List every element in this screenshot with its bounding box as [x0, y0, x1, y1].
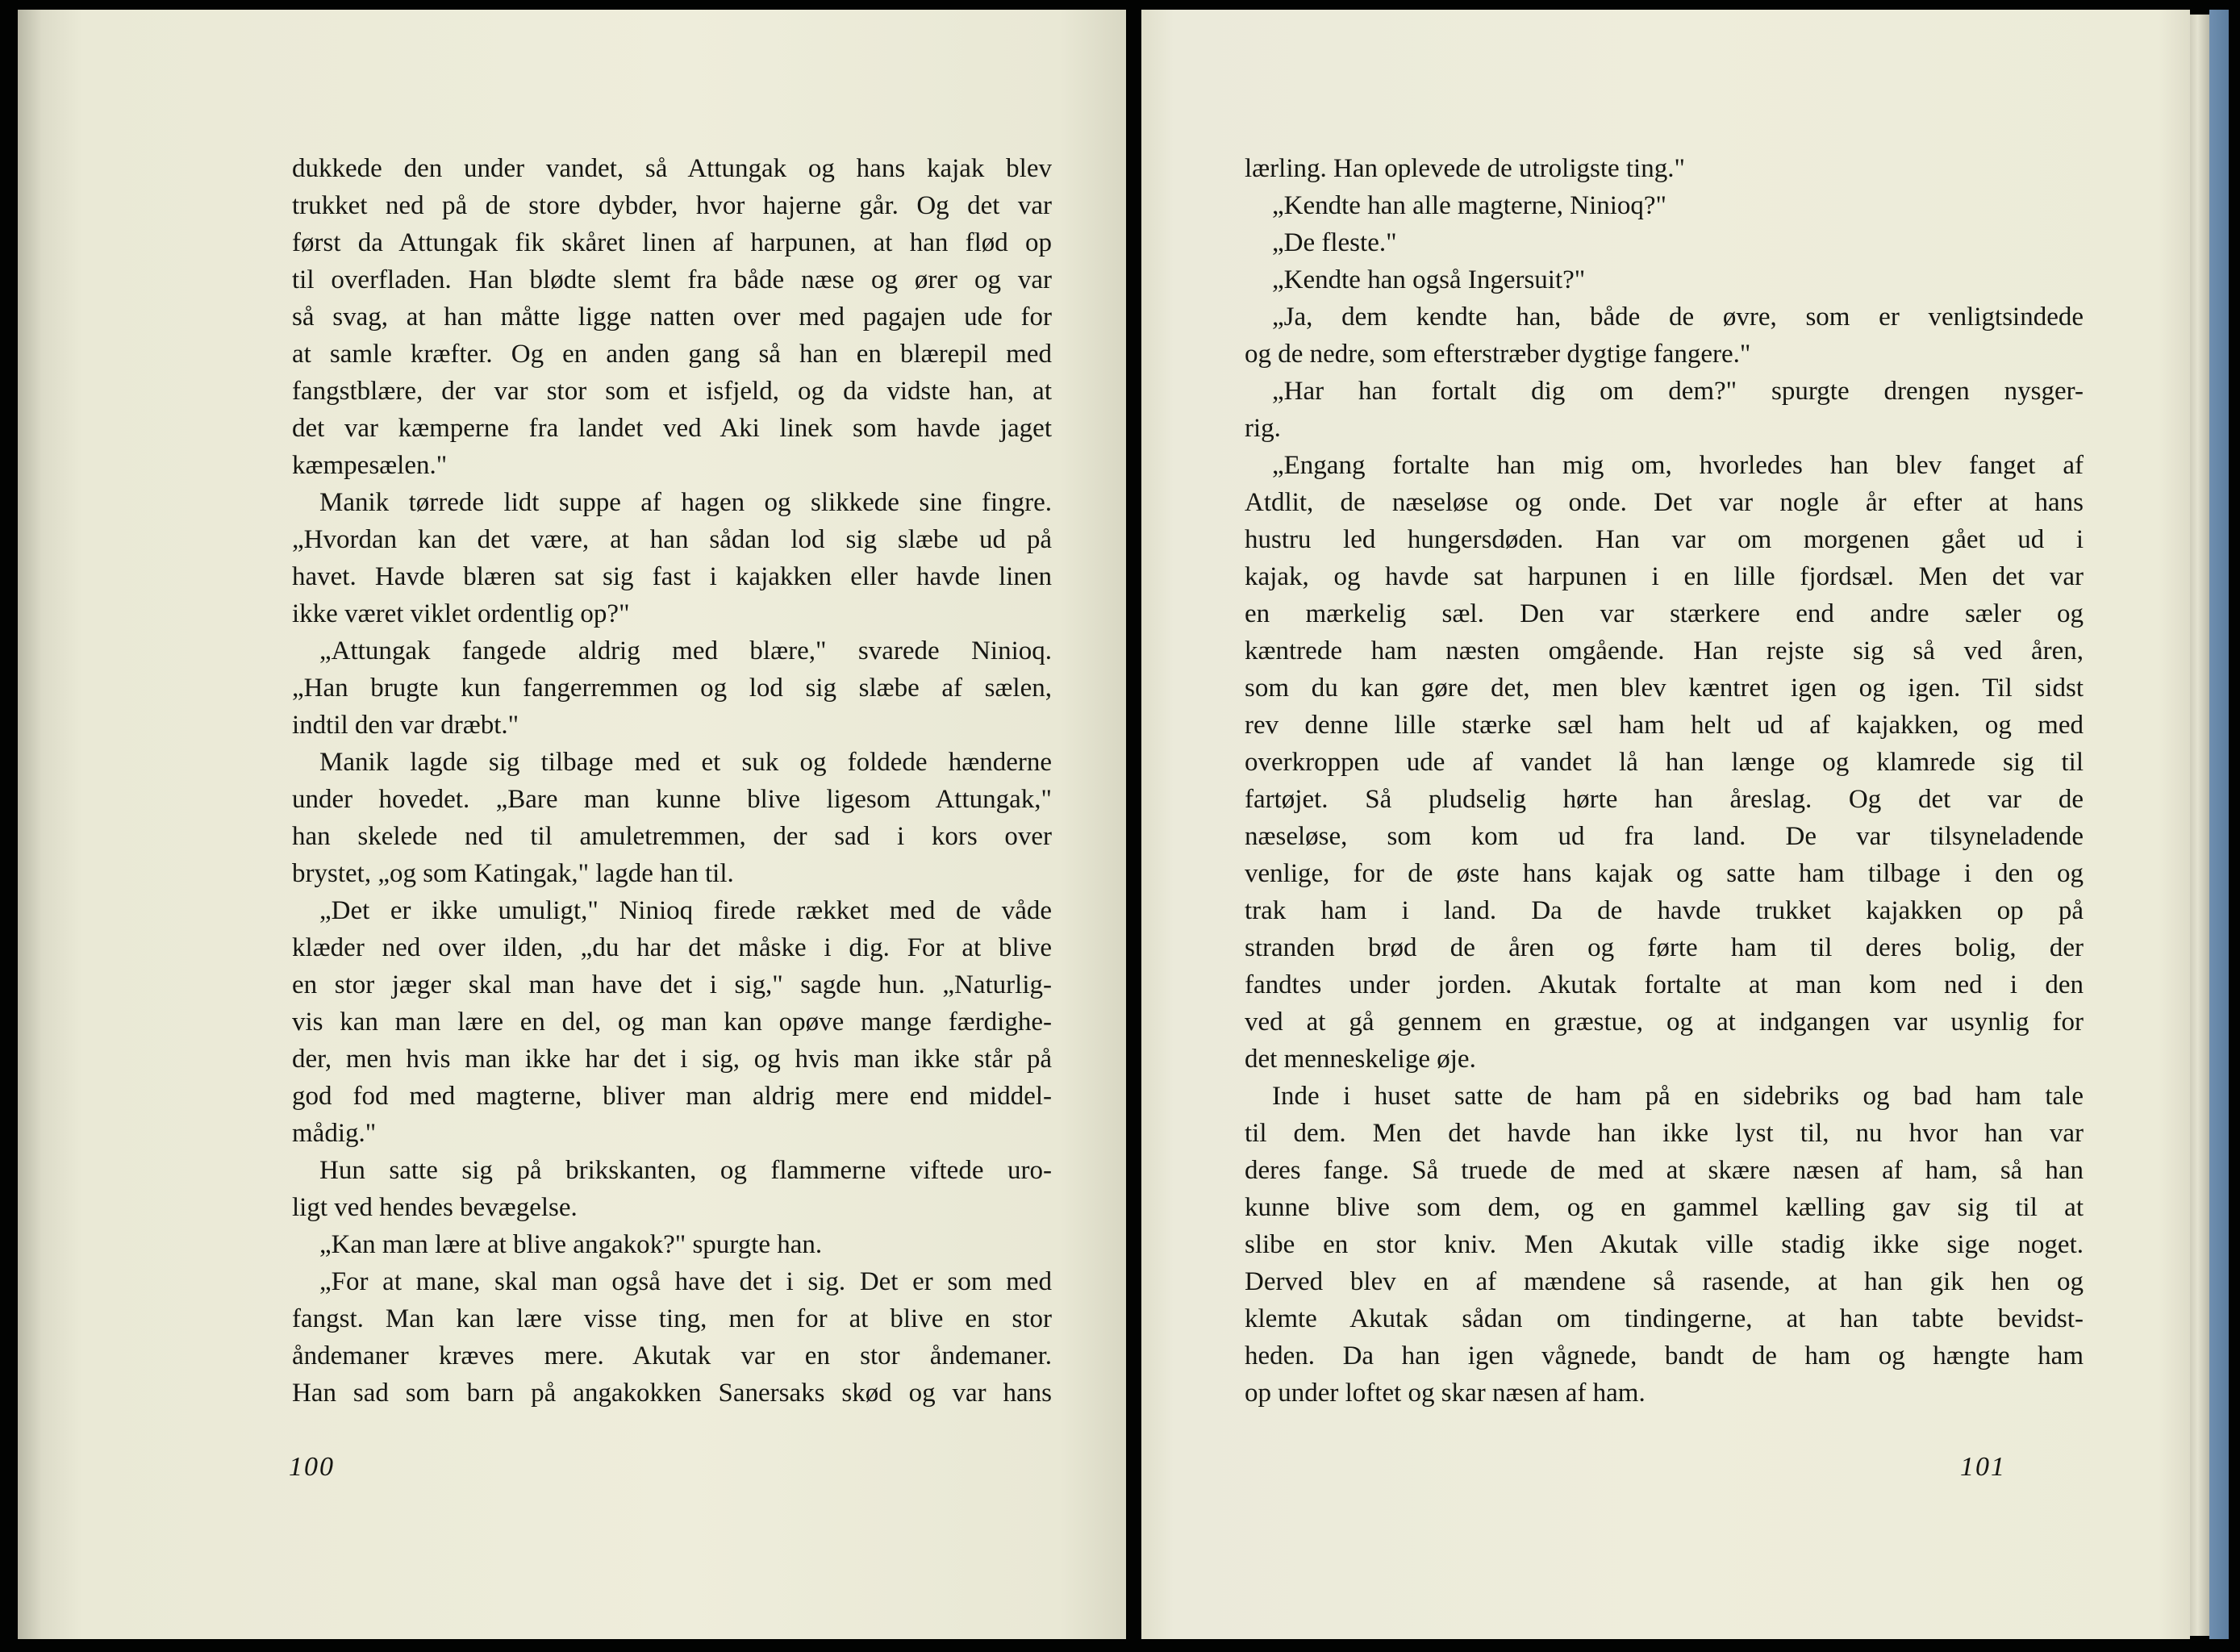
- text-line: god fod med magterne, bliver man aldrig mere end middel-: [292, 1082, 1052, 1111]
- text-line: heden. Da han igen vågnede, bandt de ham og hængte ham: [1245, 1341, 2084, 1370]
- text-line: rig.: [1245, 414, 1281, 443]
- text-line: stranden brød de åren og førte ham til deres bolig, der: [1245, 933, 2084, 962]
- text-line: trukket ned på de store dybder, hvor hajerne går. Og det var: [292, 191, 1052, 220]
- text-line: og de nedre, som efterstræber dygtige fangere.": [1245, 340, 1751, 369]
- text-line: ikke været viklet ordentlig op?": [292, 599, 630, 628]
- text-line: Manik lagde sig tilbage med et suk og foldede hænderne: [319, 748, 1052, 777]
- text-line: „For at mane, skal man også have det i sig. Det er som med: [319, 1267, 1052, 1296]
- text-line: Han sad som barn på angakokken Sanersaks skød og var hans: [292, 1379, 1052, 1408]
- text-line: kunne blive som dem, og en gammel kælling gav sig til at: [1245, 1193, 2084, 1222]
- text-line: deres fange. Så truede de med at skære næsen af ham, så han: [1245, 1156, 2084, 1185]
- text-line: „Ja, dem kendte han, både de øvre, som er venligtsindede: [1272, 302, 2084, 332]
- text-line: der, men hvis man ikke har det i sig, og hvis man ikke står på: [292, 1045, 1052, 1074]
- text-line: „Hvordan kan det være, at han sådan lod sig slæbe ud på: [292, 525, 1052, 554]
- text-line: brystet, „og som Katingak," lagde han til.: [292, 859, 734, 888]
- cover-edge: [2209, 10, 2229, 1639]
- text-line: under hovedet. „Bare man kunne blive ligesom Attungak,": [292, 785, 1052, 814]
- text-line: havet. Havde blæren sat sig fast i kajakken eller havde linen: [292, 562, 1052, 591]
- text-line: først da Attungak fik skåret linen af harpunen, at han flød op: [292, 228, 1052, 257]
- page-number-left: 100: [289, 1452, 335, 1482]
- text-line: „Har han fortalt dig om dem?" spurgte drengen nysger-: [1272, 377, 2084, 406]
- text-line: Atdlit, de næseløse og onde. Det var nogle år efter at hans: [1245, 488, 2084, 517]
- text-line: dukkede den under vandet, så Attungak og hans kajak blev: [292, 154, 1052, 183]
- left-page-text: [292, 150, 1052, 1412]
- text-line: „Kendte han også Ingersuit?": [1272, 265, 1586, 294]
- text-line: fandtes under jorden. Akutak fortalte at man kom ned i den: [1245, 970, 2084, 999]
- text-line: næseløse, som kom ud fra land. De var tilsyneladende: [1245, 822, 2084, 851]
- text-line: fartøjet. Så pludselig hørte han åreslag. Og det var de: [1245, 785, 2084, 814]
- text-line: Hun satte sig på brikskanten, og flammerne viftede uro-: [319, 1156, 1052, 1185]
- text-line: „Det er ikke umuligt," Ninioq firede rækket med de våde: [319, 896, 1052, 925]
- text-line: „Attungak fangede aldrig med blære," svarede Ninioq.: [319, 636, 1052, 665]
- text-line: klæder ned over ilden, „du har det måske i dig. For at blive: [292, 933, 1052, 962]
- text-line: klemte Akutak sådan om tindingerne, at han tabte bevidst-: [1245, 1304, 2084, 1333]
- text-line: Manik tørrede lidt suppe af hagen og slikkede sine fingre.: [319, 488, 1052, 517]
- text-line: kajak, og havde sat harpunen i en lille fjordsæl. Men det var: [1245, 562, 2084, 591]
- text-line: som du kan gøre det, men blev kæntret igen og igen. Til sidst: [1245, 674, 2084, 703]
- text-line: han skelede ned til amuletremmen, der sad i kors over: [292, 822, 1052, 851]
- text-line: en mærkelig sæl. Den var stærkere end andre sæler og: [1245, 599, 2084, 628]
- text-line: kæmpesælen.": [292, 451, 448, 480]
- text-line: „Kan man lære at blive angakok?" spurgte han.: [319, 1230, 823, 1259]
- text-line: hustru led hungersdøden. Han var om morgenen gået ud i: [1245, 525, 2084, 554]
- text-line: åndemaner kræves mere. Akutak var en stor åndemaner.: [292, 1341, 1052, 1370]
- left-page: [18, 10, 1126, 1639]
- text-line: til dem. Men det havde han ikke lyst til, nu hvor han var: [1245, 1119, 2084, 1148]
- text-line: slibe en stor kniv. Men Akutak ville stadig ikke sige noget.: [1245, 1230, 2084, 1259]
- text-line: overkroppen ude af vandet lå han længe og klamrede sig til: [1245, 748, 2084, 777]
- page-edge: [2190, 15, 2209, 1636]
- text-line: trak ham i land. Da de havde trukket kajakken op på: [1245, 896, 2084, 925]
- text-line: „Engang fortalte han mig om, hvorledes han blev fanget af: [1272, 451, 2084, 480]
- text-line: „Kendte han alle magterne, Ninioq?": [1272, 191, 1667, 220]
- text-line: lærling. Han oplevede de utroligste ting.": [1245, 154, 1685, 183]
- text-line: rev denne lille stærke sæl ham helt ud af kajakken, og med: [1245, 711, 2084, 740]
- text-line: fangst. Man kan lære visse ting, men for at blive en stor: [292, 1304, 1052, 1333]
- text-line: kæntrede ham næsten omgående. Han rejste sig så ved åren,: [1245, 636, 2084, 665]
- text-line: at samle kræfter. Og en anden gang så han en blærepil med: [292, 340, 1052, 369]
- text-line: indtil den var dræbt.": [292, 711, 519, 740]
- page-number-right: 101: [1960, 1452, 2006, 1482]
- text-line: det menneskelige øje.: [1245, 1045, 1476, 1074]
- text-line: Derved blev en af mændene så rasende, at han gik hen og: [1245, 1267, 2084, 1296]
- text-line: Inde i huset satte de ham på en sidebriks og bad ham tale: [1272, 1082, 2084, 1111]
- text-line: vis kan man lære en del, og man kan opøve mange færdighe-: [292, 1007, 1052, 1037]
- text-line: op under loftet og skar næsen af ham.: [1245, 1379, 1646, 1408]
- text-line: det var kæmperne fra landet ved Aki linek som havde jaget: [292, 414, 1052, 443]
- text-line: fangstblære, der var stor som et isfjeld, og da vidste han, at: [292, 377, 1052, 406]
- right-page-text: [1245, 150, 2084, 1412]
- text-line: ved at gå gennem en græstue, og at indgangen var usynlig for: [1245, 1007, 2084, 1037]
- text-line: „Han brugte kun fangerremmen og lod sig slæbe af sælen,: [292, 674, 1052, 703]
- text-line: „De fleste.": [1272, 228, 1397, 257]
- right-page: [1141, 10, 2190, 1639]
- text-line: til overfladen. Han blødte slemt fra både næse og ører og var: [292, 265, 1052, 294]
- text-line: en stor jæger skal man have det i sig," sagde hun. „Naturlig-: [292, 970, 1052, 999]
- text-line: mådig.": [292, 1119, 377, 1148]
- text-line: ligt ved hendes bevægelse.: [292, 1193, 578, 1222]
- text-line: så svag, at han måtte ligge natten over med pagajen ude for: [292, 302, 1052, 332]
- text-line: venlige, for de øste hans kajak og satte ham tilbage i den og: [1245, 859, 2084, 888]
